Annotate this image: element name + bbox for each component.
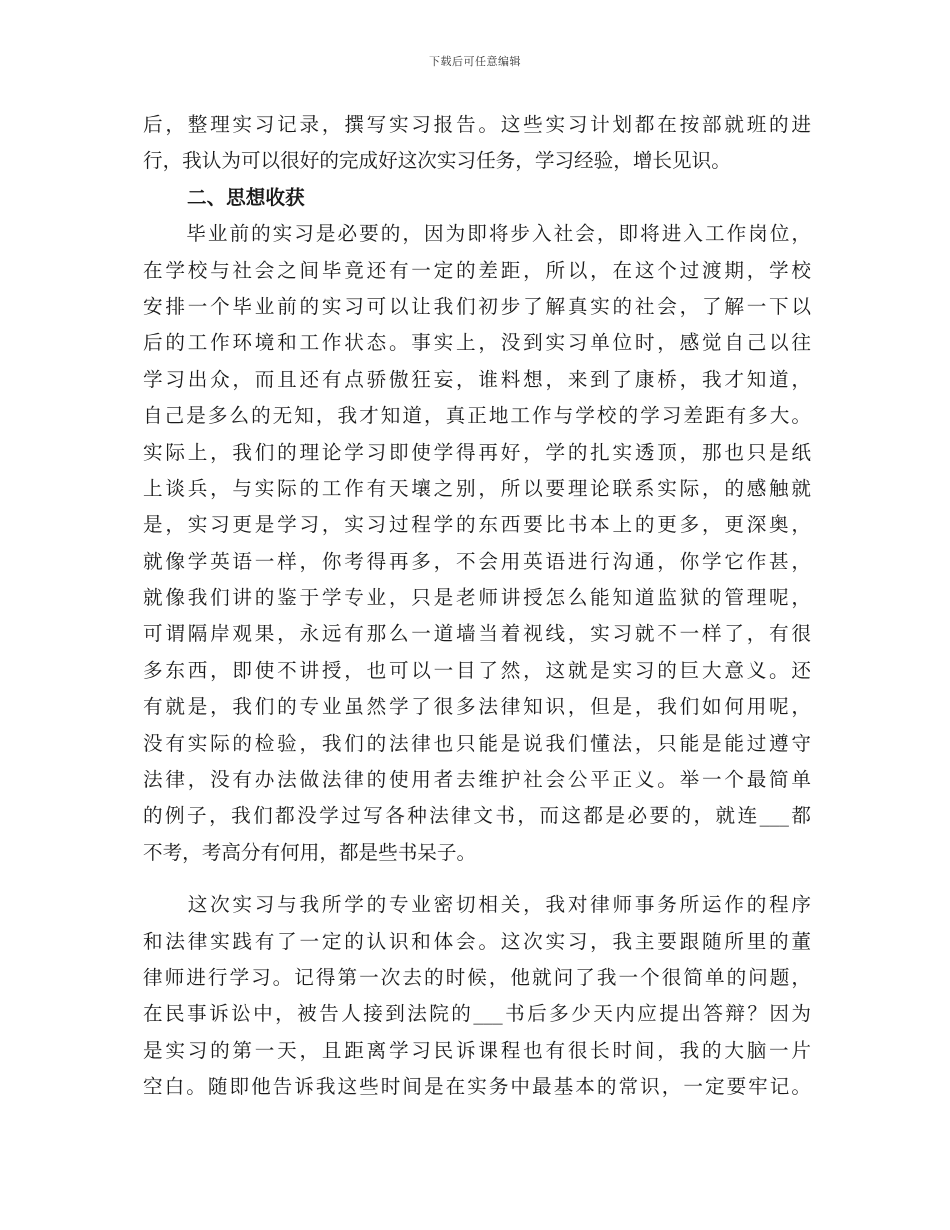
paragraph-line: 安排一个毕业前的实习可以让我们初步了解真实的社会，了解一下以 xyxy=(143,294,811,318)
document-body xyxy=(143,107,811,1106)
page-header: 下载后可任意编辑 xyxy=(429,55,521,68)
paragraph-line: 没有实际的检验，我们的法律也只能是说我们懂法，只能是能过遵守 xyxy=(143,731,811,755)
paragraph-line: 在学校与社会之间毕竟还有一定的差距，所以，在这个过渡期，学校 xyxy=(143,258,811,282)
paragraph-line: 毕业前的实习是必要的，因为即将步入社会，即将进入工作岗位， xyxy=(143,222,811,246)
paragraph-line: 学习出众，而且还有点骄傲狂妄，谁料想，来到了康桥，我才知道， xyxy=(143,367,811,391)
paragraph-line: 后的工作环境和工作状态。事实上，没到实习单位时，感觉自己以往 xyxy=(143,331,811,355)
paragraph-line: 多东西，即使不讲授，也可以一目了然，这就是实习的巨大意义。还 xyxy=(143,658,811,682)
paragraph-line: 空白。随即他告诉我这些时间是在实务中最基本的常识，一定要牢记。 xyxy=(143,1075,811,1099)
paragraph-line: 自己是多么的无知，我才知道，真正地工作与学校的学习差距有多大。 xyxy=(143,404,811,428)
paragraph-line: 的例子，我们都没学过写各种法律文书，而这都是必要的，就连___都 xyxy=(143,804,811,828)
paragraph-line: 不考，考高分有何用，都是些书呆子。 xyxy=(143,840,477,864)
paragraph-line: 和法律实践有了一定的认识和体会。这次实习，我主要跟随所里的董 xyxy=(143,929,811,953)
paragraph-line: 有就是，我们的专业虽然学了很多法律知识，但是，我们如何用呢， xyxy=(143,695,811,719)
section-heading: 二、思想收获 xyxy=(187,185,305,209)
paragraph-line: 是，实习更是学习，实习过程学的东西要比书本上的更多，更深奥， xyxy=(143,513,811,537)
paragraph-line: 在民事诉讼中，被告人接到法院的___书后多少天内应提出答辩？因为 xyxy=(143,1002,811,1026)
paragraph-line: 后，整理实习记录，撰写实习报告。这些实习计划都在按部就班的进 xyxy=(143,113,811,136)
paragraph-line: 行，我认为可以很好的完成好这次实习任务，学习经验，增长见识。 xyxy=(143,149,731,173)
paragraph-line: 法律，没有办法做法律的使用者去维护社会公平正义。举一个最简单 xyxy=(143,768,811,792)
paragraph-line: 上谈兵，与实际的工作有天壤之别，所以要理论联系实际，的感触就 xyxy=(143,476,811,500)
paragraph-line: 就像我们讲的鉴于学专业，只是老师讲授怎么能知道监狱的管理呢， xyxy=(143,586,811,610)
paragraph-gap xyxy=(143,871,811,887)
paragraph-line: 实际上，我们的理论学习即使学得再好，学的扎实透顶，那也只是纸 xyxy=(143,440,811,464)
paragraph-line: 这次实习与我所学的专业密切相关，我对律师事务所运作的程序 xyxy=(143,893,811,917)
paragraph-line: 可谓隔岸观果，永远有那么一道墙当着视线，实习就不一样了，有很 xyxy=(143,622,811,646)
paragraph-line: 就像学英语一样，你考得再多，不会用英语进行沟通，你学它作甚， xyxy=(143,549,811,573)
paragraph-line: 是实习的第一天，且距离学习民诉课程也有很长时间，我的大脑一片 xyxy=(143,1038,811,1062)
paragraph-line: 律师进行学习。记得第一次去的时候，他就问了我一个很简单的问题， xyxy=(143,965,811,989)
